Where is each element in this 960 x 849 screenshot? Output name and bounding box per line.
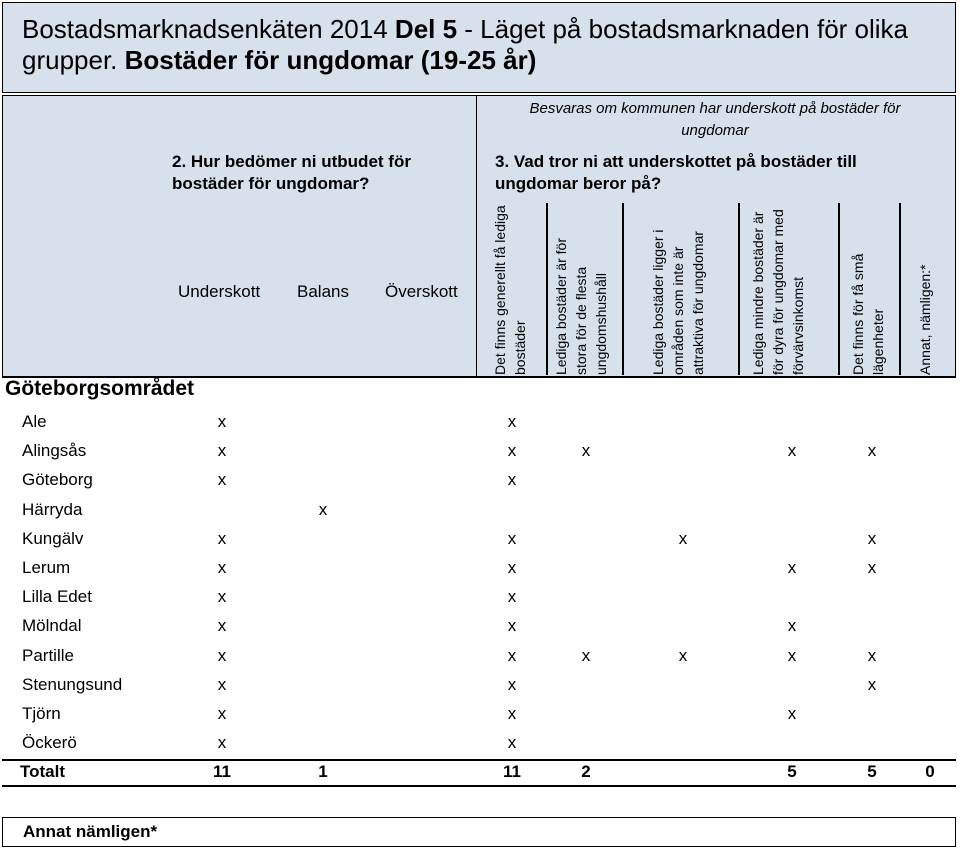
- municipality-name: Lerum: [22, 558, 71, 577]
- other-specification-label: Annat nämligen*: [2, 817, 956, 847]
- table-cell: x: [867, 441, 877, 461]
- total-cell: 11: [213, 762, 231, 781]
- table-cell: x: [507, 704, 517, 723]
- column-header-q3-1: Det finns generellt få lediga bostäder: [492, 205, 528, 375]
- column-tick: [899, 203, 901, 375]
- municipality-name: Öckerö: [22, 733, 77, 753]
- total-row-frame: [2, 759, 956, 787]
- municipality-name: Stenungsund: [22, 674, 123, 694]
- region-heading: Göteborgsområdet: [5, 377, 195, 400]
- table-cell: x: [507, 558, 517, 577]
- table-cell: x: [217, 528, 227, 548]
- total-cell: 5: [867, 762, 877, 781]
- table-cell: x: [217, 733, 227, 753]
- table-cell: x: [678, 645, 688, 665]
- total-label: Totalt: [20, 762, 66, 781]
- table-cell: x: [217, 645, 227, 665]
- table-cell: x: [507, 674, 517, 694]
- municipality-name: Ale: [22, 412, 47, 431]
- total-cell: 11: [503, 762, 521, 781]
- table-row: [2, 441, 956, 470]
- table-row: [2, 587, 956, 616]
- table-row: [2, 616, 956, 645]
- table-cell: x: [217, 412, 227, 431]
- table-row: [2, 529, 956, 558]
- table-cell: x: [507, 587, 517, 607]
- table-row: [2, 733, 956, 762]
- table-cell: x: [217, 616, 227, 636]
- table-cell: x: [787, 441, 797, 461]
- table-cell: x: [787, 558, 797, 577]
- table-cell: x: [787, 645, 797, 665]
- table-cell: x: [217, 674, 227, 694]
- table-cell: x: [507, 441, 517, 461]
- column-header-underskott: Underskott: [178, 282, 261, 301]
- table-cell: x: [867, 528, 877, 548]
- table-row: [2, 646, 956, 675]
- table-cell: x: [581, 441, 591, 461]
- municipality-name: Partille: [22, 645, 74, 665]
- municipality-name: Kungälv: [22, 528, 84, 548]
- conditional-note: Besvaras om kommunen har underskott på bostäder för ungdomar: [529, 100, 901, 139]
- table-cell: x: [507, 645, 517, 665]
- column-header-q3-3: Lediga bostäder ligger i områden som inte är attraktiva för ungdomar: [650, 229, 706, 375]
- table-cell: x: [318, 499, 328, 519]
- table-row: [2, 675, 956, 704]
- question-2: 2. Hur bedömer ni utbudet för bostäder för ungdomar?: [172, 152, 411, 193]
- table-row: [2, 500, 956, 529]
- table-row: [2, 412, 956, 441]
- column-header-q3-2: Lediga bostäder är för stora för de flesta ungdomshushåll: [553, 238, 609, 375]
- table-cell: x: [787, 616, 797, 636]
- table-cell: x: [581, 645, 591, 665]
- table-cell: x: [507, 528, 517, 548]
- column-tick: [738, 203, 740, 375]
- question-3: 3. Vad tror ni att underskottet på bostäder till ungdomar beror på?: [495, 152, 857, 193]
- column-tick: [546, 203, 548, 375]
- total-cell: 2: [581, 762, 591, 781]
- municipality-name: Lilla Edet: [22, 587, 92, 607]
- municipality-name: Härryda: [22, 499, 83, 519]
- table-cell: x: [507, 616, 517, 636]
- table-cell: x: [678, 528, 688, 548]
- table-row: [2, 704, 956, 733]
- table-cell: x: [867, 558, 877, 577]
- column-header-q3-6: Annat, nämligen:*: [917, 264, 933, 375]
- total-cell: 0: [925, 762, 935, 781]
- page-title: Bostadsmarknadsenkäten 2014 Del 5 - Läget på bostadsmarknaden för olika grupper. Bostäder för ungdomar (19-25 år): [22, 14, 909, 75]
- table-cell: x: [787, 704, 797, 723]
- column-header-q3-5: Det finns för få små lägenheter: [850, 253, 886, 375]
- total-cell: 5: [787, 762, 797, 781]
- municipality-name: Mölndal: [22, 616, 82, 636]
- table-row: [2, 470, 956, 499]
- table-cell: x: [217, 441, 227, 461]
- municipality-name: Alingsås: [22, 441, 87, 461]
- table-cell: x: [507, 733, 517, 753]
- table-cell: x: [217, 558, 227, 577]
- table-cell: x: [507, 412, 517, 431]
- table-row: [2, 558, 956, 587]
- table-cell: x: [217, 704, 227, 723]
- column-header-q3-4: Lediga mindre bostäder är för dyra för ungdomar med förvärvsinkomst: [750, 209, 806, 375]
- column-tick: [838, 203, 840, 375]
- column-header-balans: Balans: [297, 282, 349, 301]
- column-header-overskott: Överskott: [385, 282, 458, 301]
- header-divider: [476, 95, 477, 377]
- table-cell: x: [867, 674, 877, 694]
- table-cell: x: [867, 645, 877, 665]
- table-cell: x: [217, 587, 227, 607]
- municipality-name: Tjörn: [22, 704, 61, 723]
- column-tick: [622, 203, 624, 375]
- table-cell: x: [507, 470, 517, 490]
- total-cell: 1: [318, 762, 328, 781]
- municipality-name: Göteborg: [22, 470, 93, 490]
- table-cell: x: [217, 470, 227, 490]
